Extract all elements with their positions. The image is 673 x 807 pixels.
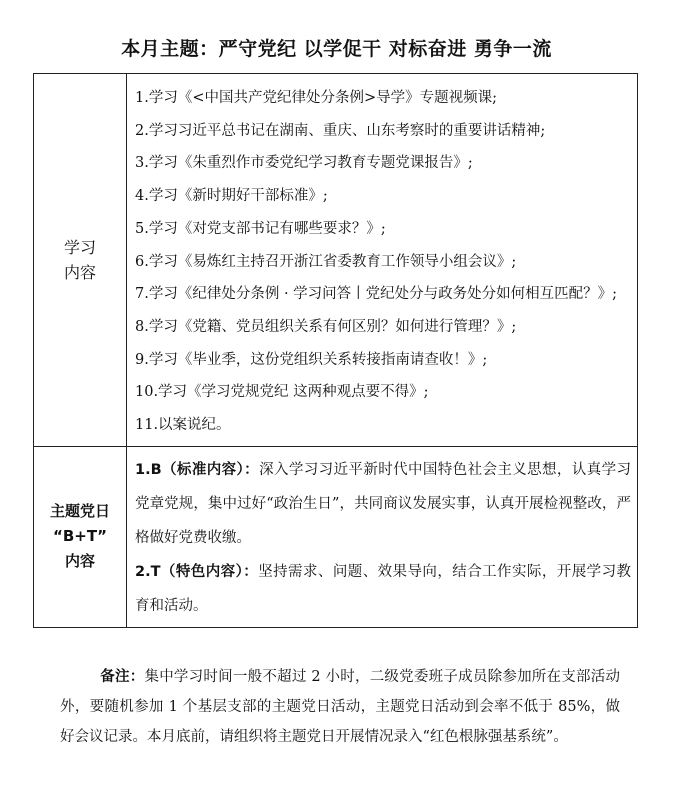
study-item-9: 9.学习《毕业季，这份党组织关系转接指南请查收！》;: [135, 351, 488, 368]
theme-day-label-line3: 内容: [64, 552, 95, 571]
study-item-4: 4.学习《新时期好干部标准》;: [135, 188, 328, 205]
theme-day-label-cell: [34, 446, 127, 627]
study-item-3: 3.学习《朱重烈作市委党纪学习教育专题党课报告》;: [135, 155, 473, 172]
study-item-2: 2.学习习近平总书记在湖南、重庆、山东考察时的重要讲话精神;: [135, 122, 546, 139]
study-item-10: 10.学习《学习党规党纪 这两种观点要不得》;: [135, 384, 429, 401]
theme-day-row: [34, 446, 638, 627]
b-paragraph: [135, 453, 631, 555]
theme-day-label-line1: 主题党日: [49, 502, 110, 521]
page-title: 本月主题：严守党纪 以学促干 对标奋进 勇争一流: [121, 38, 552, 60]
theme-day-content: [127, 446, 638, 627]
b-text: 深入学习习近平新时代中国特色社会主义思想，认真学习党章党规，集中过好“政治生日”，共同商议发展实事，认真开展检视整改，严格做好党费收缴。: [135, 461, 632, 546]
study-label-line2: 内容: [63, 262, 96, 282]
study-item-7: 7.学习《纪律处分条例 · 学习问答丨党纪处分与政务处分如何相互匹配？》;: [135, 286, 618, 303]
note-heading: 备注：: [100, 669, 145, 685]
t-paragraph: [135, 555, 631, 623]
b-heading: 1.B（标准内容）：: [135, 461, 260, 478]
theme-day-label-line2: “B+T”: [53, 527, 107, 546]
t-heading: 2.T（特色内容）：: [135, 563, 259, 580]
study-label-line1: 学习: [63, 237, 96, 257]
note-paragraph: [60, 662, 620, 752]
study-item-6: 6.学习《易炼红主持召开浙江省委教育工作领导小组会议》;: [135, 253, 517, 270]
study-item-8: 8.学习《党籍、党员组织关系有何区别？如何进行管理？》;: [135, 318, 517, 335]
study-items: [127, 74, 638, 447]
study-item-5: 5.学习《对党支部书记有哪些要求？》;: [135, 220, 386, 237]
study-item-1: 1.学习《<中国共产党纪律处分条例>导学》专题视频课;: [135, 90, 498, 106]
note-text: 集中学习时间一般不超过 2 小时，二级党委班子成员除参加所在支部活动外，要随机参加 1 个基层支部的主题党日活动，主题党日活动到会率不低于 85%，做好会议记录。本月底前，请组织将主题党日开展情况录入“红色根脉强基系统”。: [60, 669, 620, 745]
study-row: [34, 74, 638, 447]
plan-table: [33, 73, 638, 628]
study-item-11: 11.以案说纪。: [135, 417, 231, 434]
t-text: 坚持需求、问题、效果导向，结合工作实际，开展学习教育和活动。: [135, 563, 631, 614]
study-label-cell: [34, 74, 127, 447]
